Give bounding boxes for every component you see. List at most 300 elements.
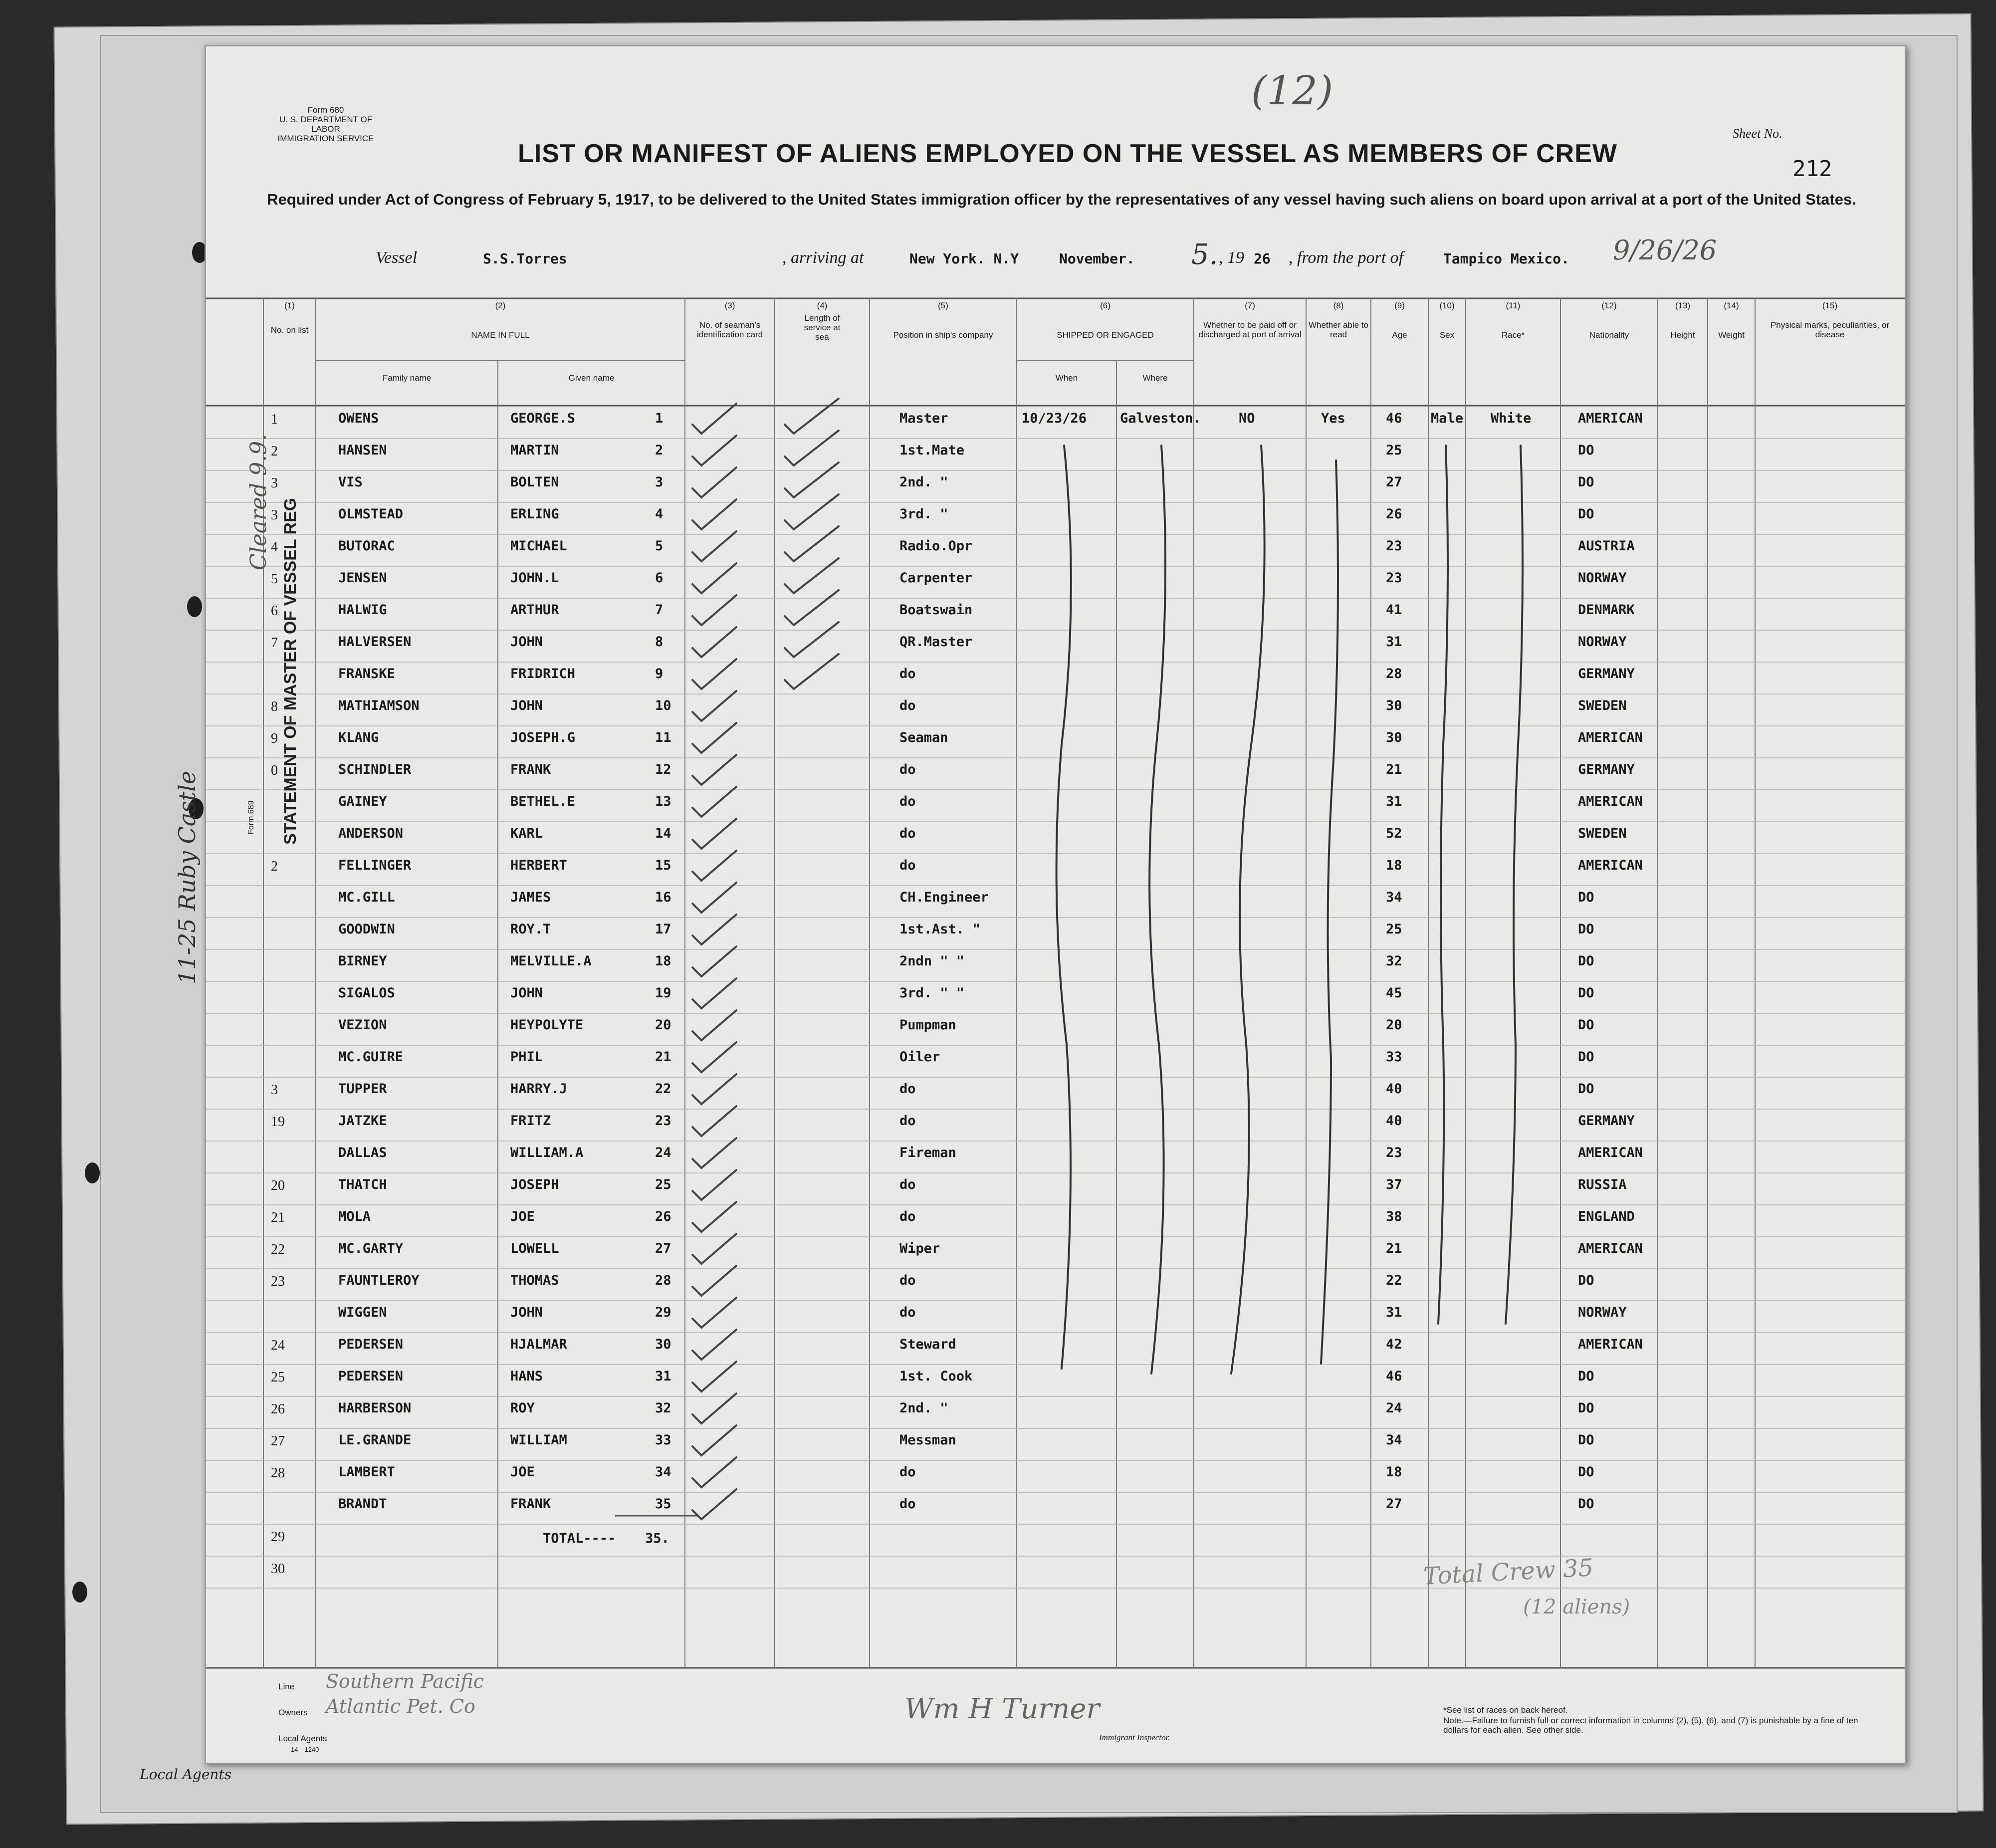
list-number: 20 [655,1017,671,1033]
position: 2nd. " [899,474,948,490]
list-number: 15 [655,858,671,873]
vessel-label: Vessel [376,248,418,267]
age: 52 [1386,826,1402,841]
position: do [899,666,916,682]
given-name: JOE [510,1464,535,1480]
list-number: 33 [655,1432,671,1448]
family-name: JENSEN [338,570,387,586]
side-form-number: Form 689 [247,800,255,835]
given-name: HERBERT [510,858,567,873]
checkmark [692,467,736,497]
position: Boatswain [899,602,973,618]
list-number: 31 [655,1369,671,1384]
list-number: 7 [655,602,664,618]
manifest-sheet [174,45,1906,1764]
checkmark [785,462,839,497]
list-number: 23 [655,1113,671,1129]
sheet-number: 212 [1792,156,1832,182]
total-crew-note: Total Crew 35 [1422,1554,1594,1591]
given-name: FRITZ [510,1113,551,1129]
age: 40 [1386,1113,1402,1129]
checkmarks [692,399,839,1519]
given-name: ROY [510,1400,535,1416]
age: 25 [1386,443,1402,458]
arriving-label: , arriving at [782,248,864,267]
family-name: MC.GUIRE [338,1049,404,1065]
list-number: 24 [655,1145,671,1160]
nationality: DO [1578,1432,1594,1448]
col-label: No. of seaman's identification card [696,320,763,339]
col-num: (4) [817,301,828,310]
age: 31 [1386,1305,1402,1320]
list-number: 32 [655,1400,671,1416]
list-number: 11 [655,730,671,745]
checkmark [692,627,736,657]
given-name: JOHN [510,698,543,713]
position: Messman [899,1432,956,1448]
inspector-label: Immigrant Inspector. [1099,1733,1170,1742]
checkmark [692,691,736,721]
col-label: Whether able to read [1308,320,1368,339]
given-name: HARRY.J [510,1081,567,1097]
family-name: DALLAS [338,1145,387,1160]
position: Wiper [899,1241,940,1256]
given-name: JOE [510,1209,535,1224]
age: 28 [1386,666,1402,682]
given-name: WILLIAM [510,1432,567,1448]
nationality: ENGLAND [1578,1209,1635,1224]
col-num: (14) [1724,301,1739,310]
position: do [899,1273,916,1288]
checkmark [692,1362,736,1391]
list-number: 9 [655,666,664,682]
nationality: NORWAY [1578,1305,1627,1320]
line-number: 3 [271,475,278,491]
nationality: DO [1578,1017,1594,1033]
checkmark [692,1202,736,1232]
list-number: 21 [655,1049,671,1065]
checkmark [785,622,839,657]
age: 34 [1386,1432,1402,1448]
family-name: KLANG [338,730,379,745]
given-name: JOHN [510,634,543,650]
aliens-note: (12 aliens) [1523,1596,1630,1618]
given-name: FRANK [510,1496,551,1512]
col-label: Race* [1501,330,1525,340]
age: 23 [1386,1145,1402,1160]
age: 37 [1386,1177,1402,1192]
line-number: 1 [271,412,278,427]
given-name: FRIDRICH [510,666,576,682]
list-number: 8 [655,634,664,650]
line-number: 30 [271,1561,285,1577]
family-name: WIGGEN [338,1305,387,1320]
list-number: 34 [655,1464,671,1480]
age: 20 [1386,1017,1402,1033]
checkmark [692,595,736,625]
checkmark [692,659,736,689]
nationality: DO [1578,474,1594,490]
given-name: JOHN.L [510,570,559,586]
position: do [899,794,916,809]
age: 27 [1386,474,1402,490]
arriving-port: New York. N.Y [909,250,1019,267]
position: do [899,1305,916,1320]
given-name: WILLIAM.A [510,1145,584,1160]
shipped-when: 10/23/26 [1022,411,1087,426]
nationality: NORWAY [1578,570,1627,586]
col-label: Age [1392,330,1407,340]
list-number: 13 [655,794,671,809]
checkmark [692,723,736,753]
position: do [899,1177,916,1192]
document-title: LIST OR MANIFEST OF ALIENS EMPLOYED ON THE VESSEL AS MEMBERS OF CREW [518,139,1617,168]
checkmark [692,1010,736,1040]
given-name: BOLTEN [510,474,559,490]
family-name: THATCH [338,1177,387,1192]
checkmark [692,819,736,849]
family-name: FAUNTLEROY [338,1273,420,1288]
line-number: 19 [271,1114,285,1130]
age: 31 [1386,634,1402,650]
page-mark: (12) [1251,67,1333,114]
checkmark [692,1170,736,1200]
nationality: DO [1578,1049,1594,1065]
col-num: (2) [495,301,506,310]
family-name: BIRNEY [338,953,387,969]
line-number: 5 [271,571,278,587]
list-number: 14 [655,826,671,841]
checkmark [692,404,736,434]
year-suffix: 26 [1254,250,1271,267]
checkmark [692,1266,736,1296]
nationality: NORWAY [1578,634,1627,650]
family-name: BRANDT [338,1496,387,1512]
punch-hole [85,1162,100,1183]
col-num: (7) [1245,301,1255,310]
family-name: OLMSTEAD [338,506,404,522]
list-number: 19 [655,985,671,1001]
form-code: 14—1240 [291,1746,319,1753]
col-label: NAME IN FULL [471,330,530,340]
age: 40 [1386,1081,1402,1097]
list-number: 10 [655,698,671,713]
col-num: (11) [1506,301,1521,310]
nationality: DO [1578,1464,1594,1480]
given-name: LOWELL [510,1241,559,1256]
nationality: AMERICAN [1578,411,1643,426]
nationality: GERMANY [1578,666,1635,682]
able-to-read: Yes [1321,411,1345,426]
list-number: 25 [655,1177,671,1192]
line-number: 24 [271,1338,285,1353]
position: Fireman [899,1145,956,1160]
family-name: OWENS [338,411,379,426]
nationality: AMERICAN [1578,1337,1643,1352]
punch-hole [72,1582,87,1603]
col-num: (6) [1100,301,1110,310]
line-number: 2 [271,859,278,874]
line-number: 29 [271,1529,285,1545]
punch-hole [187,596,202,617]
checkmark [692,1425,736,1455]
nationality: DO [1578,1496,1594,1512]
manifest-footer [206,1668,1905,1763]
family-name: HALWIG [338,602,387,618]
nationality: SWEDEN [1578,698,1627,713]
checkmark [785,431,839,465]
position: do [899,858,916,873]
side-handwriting-2: Cleared 9.9. [246,434,271,570]
col-label: Position in ship's company [893,330,993,340]
given-name: MARTIN [510,443,559,458]
checkmark [692,1138,736,1168]
age: 32 [1386,953,1402,969]
age: 27 [1386,1496,1402,1512]
col-label: Nationality [1589,330,1629,340]
family-name: HALVERSEN [338,634,412,650]
given-name: JOSEPH [510,1177,559,1192]
arrival-day: 5. [1191,238,1218,271]
nationality: AMERICAN [1578,858,1643,873]
document-subtitle: Required under Act of Congress of February 5, 1917, to be delivered to the United States immigration officer by the representatives of any vessel having such aliens on board upon arrival at a port of the United States. [267,191,1856,208]
position: do [899,1464,916,1480]
family-name: ANDERSON [338,826,404,841]
family-name: BUTORAC [338,538,395,554]
family-name: JATZKE [338,1113,387,1129]
position: do [899,762,916,777]
checkmark [692,946,736,976]
age: 46 [1386,411,1402,426]
list-number: 16 [655,890,671,905]
age: 18 [1386,858,1402,873]
checkmark [785,558,839,593]
inspector-signature: Wm H Turner [904,1693,1100,1725]
line-number: 3 [271,507,278,523]
position: do [899,826,916,841]
list-number: 26 [655,1209,671,1224]
line-number: 26 [271,1401,285,1417]
family-name: FRANSKE [338,666,395,682]
list-number: 12 [655,762,671,777]
given-name: JOHN [510,985,543,1001]
checkmark [692,1074,736,1104]
nationality: DENMARK [1578,602,1635,618]
list-number: 17 [655,922,671,937]
col-label: Sex [1439,330,1455,340]
nationality: DO [1578,985,1594,1001]
given-name: JOSEPH.G [510,730,576,745]
line-number: 23 [271,1274,285,1289]
position: 2nd. " [899,1400,948,1416]
age: 24 [1386,1400,1402,1416]
list-number: 18 [655,953,671,969]
family-name: FELLINGER [338,858,412,873]
given-name: THOMAS [510,1273,559,1288]
position: do [899,1113,916,1129]
nationality: DO [1578,1369,1594,1384]
checkmark [692,1234,736,1264]
checkmark [692,1298,736,1328]
age: 41 [1386,602,1402,618]
from-port: Tampico Mexico. [1443,250,1569,267]
list-number: 28 [655,1273,671,1288]
position: 3rd. " [899,506,948,522]
age: 42 [1386,1337,1402,1352]
nationality: DO [1578,506,1594,522]
checkmark [692,787,736,817]
col-given-header: Given name [568,373,615,383]
age: 34 [1386,890,1402,905]
list-number: 1 [655,411,664,426]
position: Pumpman [899,1017,956,1033]
side-handwriting-1: 11-25 Ruby Castle [174,770,201,984]
position: 1st. Cook [899,1369,973,1384]
sex-value: Male [1431,411,1464,426]
age: 46 [1386,1369,1402,1384]
given-name: GEORGE.S [510,411,576,426]
family-name: MOLA [338,1209,371,1224]
nationality: RUSSIA [1578,1177,1627,1192]
given-name: HEYPOLYTE [510,1017,584,1033]
col-family-header: Family name [382,373,432,383]
age: 30 [1386,730,1402,745]
checkmark [692,883,736,913]
position: CH.Engineer [899,890,989,905]
family-name: LE.GRANDE [338,1432,412,1448]
family-name: GAINEY [338,794,387,809]
list-number: 2 [655,443,664,458]
list-number: 4 [655,506,664,522]
checkmark [692,755,736,785]
nationality: DO [1578,890,1594,905]
sheet-label: Sheet No. [1733,126,1782,141]
under-page-agents-label: Local Agents [140,1766,232,1783]
given-name: JOHN [510,1305,543,1320]
form-service: IMMIGRATION SERVICE [277,134,374,143]
checkmark [785,399,839,434]
list-number: 29 [655,1305,671,1320]
age: 21 [1386,762,1402,777]
position: do [899,1209,916,1224]
age: 22 [1386,1273,1402,1288]
given-name: MELVILLE.A [510,953,592,969]
nationality: AMERICAN [1578,1145,1643,1160]
total-label: TOTAL---- [543,1531,616,1546]
list-number: 22 [655,1081,671,1097]
position: Master [899,411,948,426]
position: 2ndn " " [899,953,965,969]
col-label: Length of service at sea [804,313,841,342]
age: 26 [1386,506,1402,522]
list-number: 27 [655,1241,671,1256]
line-number: 3 [271,1082,278,1098]
col-num: (9) [1394,301,1405,310]
checkmark [692,1106,736,1136]
nationality: DO [1578,1273,1594,1288]
family-name: LAMBERT [338,1464,395,1480]
given-name: HANS [510,1369,543,1384]
family-name: MC.GARTY [338,1241,404,1256]
position: 1st.Mate [899,443,965,458]
age: 30 [1386,698,1402,713]
line-value: Southern Pacific [326,1670,484,1692]
checkmark [692,1489,736,1519]
age: 25 [1386,922,1402,937]
given-name: ERLING [510,506,559,522]
given-name: MICHAEL [510,538,567,554]
col-num: (10) [1439,301,1455,310]
vessel-name: S.S.Torres [483,250,567,267]
nationality: DO [1578,1081,1594,1097]
col-num: (3) [724,301,735,310]
family-name: SIGALOS [338,985,395,1001]
list-number: 5 [655,538,664,554]
arrival-month: November. [1059,250,1135,267]
col-label: SHIPPED OR ENGAGED [1057,330,1154,340]
checkmark [692,1330,736,1360]
given-name: FRANK [510,762,551,777]
year-prefix: , 19 [1219,248,1244,267]
col-when-header: When [1055,373,1078,383]
form-number: Form 680 [307,105,344,115]
nationality: DO [1578,953,1594,969]
line-number: 9 [271,731,278,746]
position: Steward [899,1337,956,1352]
list-number: 30 [655,1337,671,1352]
checkmark [785,526,839,561]
family-name: PEDERSEN [338,1369,404,1384]
given-name: ROY.T [510,922,551,937]
owners-value: Atlantic Pet. Co [326,1695,475,1717]
family-name: VIS [338,474,363,490]
form-department: U. S. DEPARTMENT OF LABOR [279,115,373,134]
list-number: 6 [655,570,664,586]
age: 38 [1386,1209,1402,1224]
age: 21 [1386,1241,1402,1256]
position: do [899,1496,916,1512]
family-name: SCHINDLER [338,762,412,777]
nationality: AMERICAN [1578,1241,1643,1256]
nationality: AMERICAN [1578,794,1643,809]
position: 1st.Ast. " [899,922,981,937]
family-name: PEDERSEN [338,1337,404,1352]
age: 45 [1386,985,1402,1001]
paid-off: NO [1239,411,1255,426]
side-statement: STATEMENT OF MASTER OF VESSEL REG [281,497,300,845]
shipped-where: Galveston. [1120,411,1201,426]
col-num: (15) [1822,301,1838,310]
checkmark [692,915,736,944]
line-label: Line [278,1682,295,1691]
given-name: PHIL [510,1049,543,1065]
nationality: AUSTRIA [1578,538,1635,554]
line-number: 20 [271,1178,285,1193]
family-name: HANSEN [338,443,387,458]
given-name: HJALMAR [510,1337,567,1352]
position: 3rd. " " [899,985,965,1001]
checkmark [692,563,736,593]
line-number: 7 [271,635,278,651]
col-label: Whether to be paid off or discharged at port of arrival [1198,320,1302,339]
col-where-header: Where [1142,373,1168,383]
position: Radio.Opr [899,538,973,554]
family-name: VEZION [338,1017,387,1033]
nationality: DO [1578,443,1594,458]
checkmark [692,531,736,561]
age: 23 [1386,538,1402,554]
position: do [899,698,916,713]
